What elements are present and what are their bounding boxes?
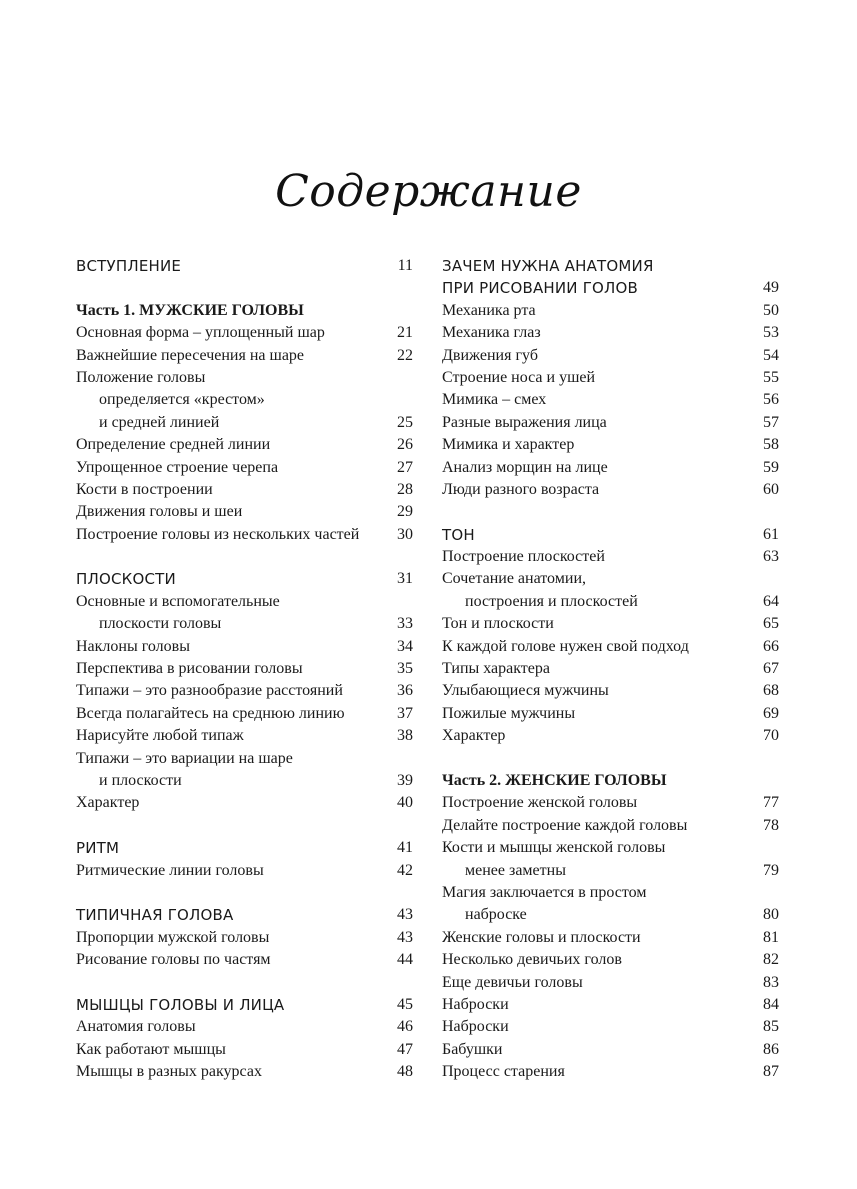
toc-entry (442, 300, 779, 322)
toc-entry-title: ТОН (442, 525, 475, 544)
toc-entry (76, 412, 413, 434)
toc-page-number: 42 (397, 861, 413, 879)
toc-entry (442, 680, 779, 702)
toc-page-number: 44 (397, 951, 413, 969)
toc-page-number: 83 (763, 973, 779, 991)
toc-entry (442, 636, 779, 658)
toc-entry (76, 703, 413, 725)
toc-entry (76, 1039, 413, 1061)
toc-entry-title: Мышцы в разных ракурсах (76, 1063, 262, 1081)
toc-entry (442, 882, 779, 904)
toc-entry-title: Движения головы и шеи (76, 503, 243, 521)
toc-entry-title: ПЛОСКОСТИ (76, 570, 176, 589)
toc-entry-title: Типажи – это разнообразие расстояний (76, 682, 343, 700)
toc-page-number: 68 (763, 682, 779, 700)
toc-page-number: 48 (397, 1063, 413, 1081)
toc-page-number: 35 (397, 660, 413, 678)
toc-entry (442, 389, 779, 411)
toc-page-number: 29 (397, 503, 413, 521)
toc-entry (442, 591, 779, 613)
toc-page-number: 56 (763, 391, 779, 409)
toc-page-number: 34 (397, 637, 413, 655)
toc-entry-title: ПРИ РИСОВАНИИ ГОЛОВ (442, 279, 639, 298)
toc-entry-title: Рисование головы по частям (76, 951, 271, 969)
toc-entry-title: Делайте построение каждой головы (442, 816, 688, 834)
toc-page-number: 63 (763, 548, 779, 566)
toc-entry-title: Характер (442, 727, 506, 745)
toc-page-number: 86 (763, 1040, 779, 1058)
toc-entry-title: Наброски (442, 995, 509, 1013)
toc-page-number: 49 (763, 279, 779, 297)
toc-entry-title: построения и плоскостей (465, 592, 638, 610)
toc-entry-title: Люди разного возраста (442, 480, 600, 498)
toc-page-number: 37 (397, 704, 413, 722)
toc-entry-title: Типы характера (442, 660, 550, 678)
toc-entry (442, 322, 779, 344)
toc-entry-title: Всегда полагайтесь на среднюю линию (76, 704, 345, 722)
toc-entry (442, 457, 779, 479)
toc-entry-title: Часть 2. ЖЕНСКИЕ ГОЛОВЫ (442, 771, 667, 789)
toc-entry (76, 591, 413, 613)
toc-entry-title: Мимика и характер (442, 436, 575, 454)
toc-entry-title: и средней линией (99, 413, 220, 431)
toc-entry-title: Наклоны головы (76, 637, 190, 655)
toc-entry (442, 949, 779, 971)
toc-section-heading (76, 837, 413, 859)
toc-page-number: 60 (763, 480, 779, 498)
toc-entry-title: Упрощенное строение черепа (76, 458, 279, 476)
toc-page-number: 46 (397, 1018, 413, 1036)
toc-entry (442, 904, 779, 926)
toc-page-number: 28 (397, 480, 413, 498)
toc-page-number: 85 (763, 1018, 779, 1036)
toc-section-heading (76, 568, 413, 590)
toc-entry-title: Часть 1. МУЖСКИЕ ГОЛОВЫ (76, 301, 304, 319)
toc-page-number: 45 (397, 995, 413, 1013)
toc-entry-title: Построение головы из нескольких частей (76, 525, 360, 543)
toc-entry (76, 680, 413, 702)
toc-page-number: 57 (763, 413, 779, 431)
toc-page-number: 87 (763, 1063, 779, 1081)
toc-entry (76, 524, 413, 546)
toc-section-heading (76, 255, 413, 277)
toc-entry (442, 972, 779, 994)
toc-gap (76, 546, 413, 568)
toc-gap (76, 815, 413, 837)
toc-entry (442, 815, 779, 837)
toc-entry-title: Определение средней линии (76, 436, 271, 454)
toc-column-right (442, 255, 779, 1083)
toc-gap (76, 882, 413, 904)
toc-page-number: 59 (763, 458, 779, 476)
toc-entry-title: Основные и вспомогательные (76, 592, 280, 610)
toc-entry (442, 1039, 779, 1061)
toc-entry-title: Наброски (442, 1018, 509, 1036)
toc-page-number: 33 (397, 615, 413, 633)
toc-entry-title: Кости в построении (76, 480, 213, 498)
toc-entry-title: Женские головы и плоскости (442, 928, 641, 946)
toc-entry-title: Механика глаз (442, 324, 541, 342)
toc-entry (76, 322, 413, 344)
toc-page-number: 61 (763, 525, 779, 543)
toc-gap (76, 277, 413, 299)
page-title: Содержание (275, 166, 582, 217)
toc-entry-title: Пропорции мужской головы (76, 928, 270, 946)
toc-entry-title: и плоскости (99, 771, 182, 789)
toc-page-number: 58 (763, 436, 779, 454)
toc-entry (442, 703, 779, 725)
toc-entry (76, 367, 413, 389)
toc-entry-title: Построение женской головы (442, 794, 638, 812)
toc-page-number: 43 (397, 928, 413, 946)
toc-page-number: 80 (763, 906, 779, 924)
toc-entry (442, 725, 779, 747)
toc-section-heading (76, 994, 413, 1016)
toc-page-number: 43 (397, 906, 413, 924)
toc-entry (442, 412, 779, 434)
toc-entry-title: Процесс старения (442, 1063, 565, 1081)
toc-entry (442, 860, 779, 882)
toc-entry (76, 345, 413, 367)
toc-page-number: 64 (763, 592, 779, 610)
toc-page-number: 26 (397, 436, 413, 454)
toc-entry-title: МЫШЦЫ ГОЛОВЫ И ЛИЦА (76, 995, 285, 1014)
toc-entry (76, 725, 413, 747)
toc-entry-title: Мимика – смех (442, 391, 547, 409)
toc-entry (442, 568, 779, 590)
toc-page-number: 66 (763, 637, 779, 655)
toc-entry-title: Как работают мышцы (76, 1040, 226, 1058)
toc-entry (76, 501, 413, 523)
toc-page-number: 53 (763, 324, 779, 342)
toc-entry-title: Механика рта (442, 301, 536, 319)
toc-section-heading (442, 277, 779, 299)
toc-entry-title: Типажи – это вариации на шаре (76, 749, 293, 767)
toc-entry-title: Основная форма – уплощенный шар (76, 324, 325, 342)
toc-part-heading (76, 300, 413, 322)
toc-entry (442, 434, 779, 456)
toc-entry (76, 949, 413, 971)
toc-page-number: 38 (397, 727, 413, 745)
toc-entry-title: наброске (465, 906, 527, 924)
toc-entry-title: Анализ морщин на лице (442, 458, 608, 476)
toc-entry-title: Положение головы (76, 368, 206, 386)
toc-entry-title: ВСТУПЛЕНИЕ (76, 257, 182, 275)
toc-column-left (76, 255, 413, 1083)
toc-entry (76, 792, 413, 814)
toc-entry (442, 479, 779, 501)
toc-page-number: 27 (397, 458, 413, 476)
toc-page-number: 67 (763, 660, 779, 678)
toc-entry (442, 658, 779, 680)
toc-page-number: 78 (763, 816, 779, 834)
toc-entry-title: Движения губ (442, 346, 538, 364)
toc-page-number: 11 (397, 257, 413, 274)
toc-entry (76, 389, 413, 411)
toc-entry-title: Построение плоскостей (442, 548, 605, 566)
toc-entry-title: Перспектива в рисовании головы (76, 660, 303, 678)
toc-page-number: 47 (397, 1040, 413, 1058)
toc-entry-title: Разные выражения лица (442, 413, 607, 431)
toc-entry (442, 1061, 779, 1083)
toc-entry (76, 434, 413, 456)
toc-entry (442, 837, 779, 859)
toc-entry (76, 613, 413, 635)
toc-entry (76, 1061, 413, 1083)
toc-gap (442, 501, 779, 523)
toc-page-number: 39 (397, 771, 413, 789)
toc-part-heading (442, 770, 779, 792)
toc-page-number: 50 (763, 301, 779, 319)
toc-entry (442, 613, 779, 635)
toc-section-heading (442, 255, 779, 277)
toc-entry (442, 994, 779, 1016)
toc-entry-title: Сочетание анатомии, (442, 570, 586, 588)
toc-page-number: 41 (397, 839, 413, 857)
toc-entry (76, 636, 413, 658)
toc-entry-title: Магия заключается в простом (442, 883, 647, 901)
toc-page-number: 40 (397, 794, 413, 812)
toc-entry (76, 927, 413, 949)
toc-entry-title: плоскости головы (99, 615, 222, 633)
toc-entry-title: Строение носа и ушей (442, 368, 596, 386)
toc-entry-title: Еще девичьи головы (442, 973, 583, 991)
toc-entry-title: Важнейшие пересечения на шаре (76, 346, 305, 364)
toc-page-number: 81 (763, 928, 779, 946)
toc-entry-title: Тон и плоскости (442, 615, 554, 633)
toc-gap (442, 748, 779, 770)
toc-entry-title: РИТМ (76, 839, 120, 858)
toc-entry (442, 1016, 779, 1038)
toc-page-number: 54 (763, 346, 779, 364)
toc-entry (442, 367, 779, 389)
toc-entry (76, 457, 413, 479)
toc-entry (442, 345, 779, 367)
toc-page-number: 69 (763, 704, 779, 722)
toc-entry (442, 927, 779, 949)
toc-page-number: 82 (763, 951, 779, 969)
toc-entry-title: ЗАЧЕМ НУЖНА АНАТОМИЯ (442, 257, 654, 275)
toc-page-number: 70 (763, 727, 779, 745)
toc-page-number: 55 (763, 368, 779, 386)
toc-entry-title: ТИПИЧНАЯ ГОЛОВА (76, 906, 234, 925)
toc-page-number: 79 (763, 861, 779, 879)
toc-page-number: 30 (397, 525, 413, 543)
toc-entry-title: менее заметны (465, 861, 566, 879)
toc-entry-title: Анатомия головы (76, 1018, 196, 1036)
toc-section-heading (76, 904, 413, 926)
toc-page-number: 22 (397, 346, 413, 364)
toc-entry-title: Пожилые мужчины (442, 704, 576, 722)
toc-entry (76, 1016, 413, 1038)
toc-entry (442, 792, 779, 814)
toc-entry (442, 546, 779, 568)
toc-page-number: 36 (397, 682, 413, 700)
toc-entry-title: Нарисуйте любой типаж (76, 727, 244, 745)
toc-entry (76, 479, 413, 501)
toc-entry-title: определяется «крестом» (99, 391, 265, 409)
toc-entry (76, 658, 413, 680)
toc-entry-title: Бабушки (442, 1040, 503, 1058)
toc-gap (76, 972, 413, 994)
toc-entry (76, 770, 413, 792)
toc-entry-title: Кости и мышцы женской головы (442, 839, 666, 857)
toc-page-number: 31 (397, 570, 413, 588)
toc-entry-title: К каждой голове нужен свой подход (442, 637, 689, 655)
toc-entry-title: Ритмические линии головы (76, 861, 264, 879)
toc-entry-title: Улыбающиеся мужчины (442, 682, 609, 700)
toc-page-number: 65 (763, 615, 779, 633)
toc-entry-title: Характер (76, 794, 140, 812)
toc-page-number: 77 (763, 794, 779, 812)
toc-page-number: 21 (397, 324, 413, 342)
toc-entry-title: Несколько девичьих голов (442, 951, 622, 969)
toc-section-heading (442, 524, 779, 546)
toc-page-number: 25 (397, 413, 413, 431)
toc-entry (76, 860, 413, 882)
toc-page-number: 84 (763, 995, 779, 1013)
toc-entry (76, 748, 413, 770)
